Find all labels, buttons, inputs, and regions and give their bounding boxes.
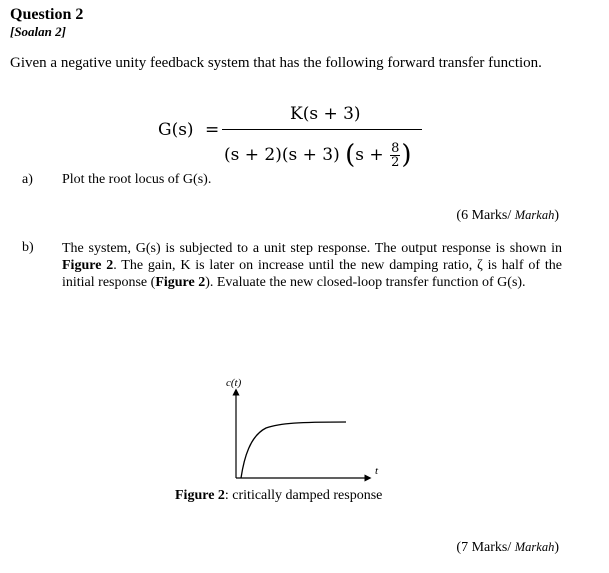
y-axis-label: c(t) xyxy=(226,378,242,389)
equation-numerator: K(s + 3) xyxy=(290,104,361,124)
intro-text: Given a negative unity feedback system that has the following forward transfer function. xyxy=(10,55,542,71)
question-subtitle: [Soalan 2] xyxy=(10,24,66,39)
denominator-s-plus: s + xyxy=(355,145,390,165)
equation-equals: = xyxy=(205,120,220,140)
part-b-letter: b) xyxy=(22,240,34,255)
denominator-open-paren: ( xyxy=(345,140,356,170)
part-a-text: Plot the root locus of G(s). xyxy=(62,172,212,187)
figure-reference: Figure 2 xyxy=(62,258,114,273)
denominator-close-paren: ) xyxy=(401,140,412,170)
marks-close: ) xyxy=(554,540,559,555)
small-fraction-numerator: 8 xyxy=(391,141,400,156)
equation-denominator xyxy=(224,137,412,169)
step-response-plot xyxy=(220,378,390,488)
marks-label-italic: Markah xyxy=(514,208,555,222)
step-response-figure xyxy=(220,378,390,493)
figure-caption xyxy=(175,488,382,504)
marks-label: (6 Marks/ xyxy=(456,208,515,223)
part-b-marks xyxy=(456,540,559,556)
caption-bold: Figure 2 xyxy=(175,488,225,503)
response-curve xyxy=(241,422,346,478)
x-axis-label: t xyxy=(375,465,379,477)
small-fraction-denominator: 2 xyxy=(391,155,400,170)
figure-reference: Figure 2 xyxy=(155,275,206,290)
part-b-text xyxy=(62,240,562,291)
part-b-text-2: . The gain, K is later on increase until the new damping ratio, ζ is half of the initial response ( xyxy=(62,258,562,290)
equation-lhs: G(s) xyxy=(158,120,194,140)
part-a-marks xyxy=(456,208,559,224)
marks-label: (7 Marks/ xyxy=(456,540,515,555)
denominator-small-fraction xyxy=(390,142,400,169)
part-b-text-3: ). Evaluate the new closed-loop transfer function of G(s). xyxy=(205,275,526,290)
fraction-bar xyxy=(222,129,422,130)
caption-text: : critically damped response xyxy=(224,488,383,503)
part-a-letter: a) xyxy=(22,172,33,187)
denominator-factors: (s + 2)(s + 3) xyxy=(224,145,340,165)
part-b-text-1: The system, G(s) is subjected to a unit step response. The output response is shown in xyxy=(62,241,562,256)
marks-label-italic: Markah xyxy=(514,540,555,554)
question-title: Question 2 xyxy=(10,6,84,23)
marks-close: ) xyxy=(554,208,559,223)
